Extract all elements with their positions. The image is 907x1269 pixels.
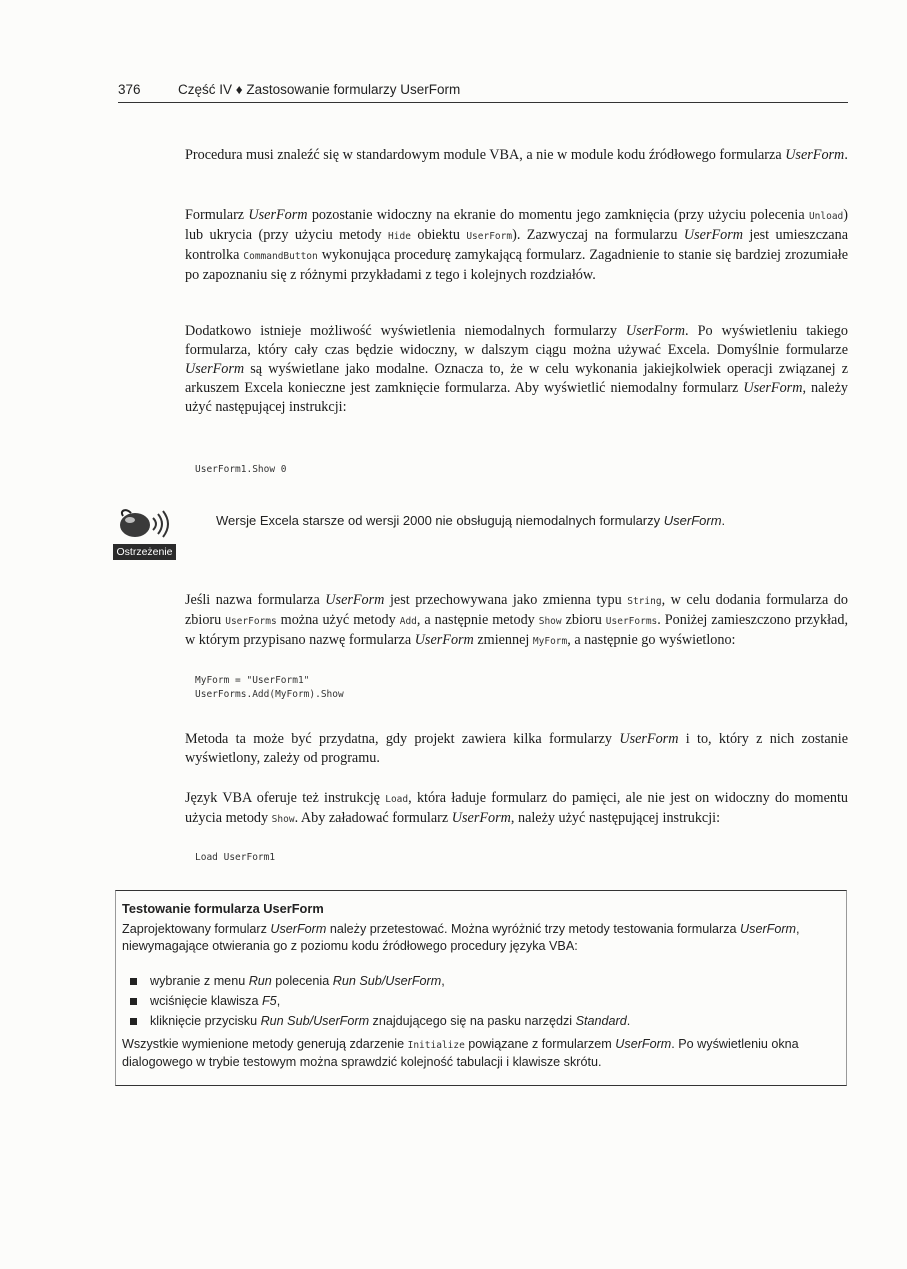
code-line: UserForms.Add(MyForm).Show bbox=[195, 689, 344, 700]
code-line: MyForm = "UserForm1" bbox=[195, 675, 310, 686]
paragraph-3: Dodatkowo istnieje możliwość wyświetlenia niemodalnych formularzy UserForm. Po wyświetleniu takiego formularza, który cały czas będzie widoczny, w dalszym ciągu można używać Excela. Domyślnie formularze UserForm są wyświetlane jako modalne. Oznacza to, że w celu wykonania jakiejkolwiek operacji związanej z arkuszem Excela konieczne jest zamknięcie formularza. Aby wyświetlić niemodalny formularz UserForm, należy użyć następującej instrukcji: bbox=[185, 323, 848, 415]
box-list bbox=[130, 973, 630, 1033]
box-intro: Zaprojektowany formularz UserForm należy przetestować. Można wyróżnić trzy metody testowania formularza UserForm, niewymagające otwierania go z poziomu kodu źródłowego procedury języka VBA: bbox=[122, 922, 800, 953]
list-item: wybranie z menu Run polecenia Run Sub/UserForm, bbox=[130, 973, 630, 993]
code-example-add bbox=[195, 674, 344, 702]
paragraph-1: Procedura musi znaleźć się w standardowym module VBA, a nie w module kodu źródłowego formularza UserForm. bbox=[185, 147, 848, 163]
box-outro: Wszystkie wymienione metody generują zdarzenie Initialize powiązane z formularzem UserForm. Po wyświetleniu okna dialogowego w trybie testowym można sprawdzić kolejność tabulacji i klawisze skrótu. bbox=[122, 1037, 799, 1069]
bullet-square-icon bbox=[130, 978, 137, 985]
paragraph-6: Język VBA oferuje też instrukcję Load, która ładuje formularz do pamięci, ale nie jest on widoczny do momentu użycia metody Show. Aby załadować formularz UserForm, należy użyć następującej instrukcji: bbox=[185, 790, 848, 826]
list-item: kliknięcie przycisku Run Sub/UserForm znajdującego się na pasku narzędzi Standard. bbox=[130, 1013, 630, 1033]
code-example-show: UserForm1.Show 0 bbox=[195, 464, 287, 475]
sidebar-box bbox=[115, 890, 847, 1086]
running-title: Część IV ♦ Zastosowanie formularzy UserForm bbox=[178, 82, 461, 97]
paragraph-5: Metoda ta może być przydatna, gdy projekt zawiera kilka formularzy UserForm i to, który z nich zostanie wyświetlony, zależy od programu. bbox=[185, 731, 848, 766]
page-number: 376 bbox=[118, 82, 141, 97]
paragraph-2: Formularz UserForm pozostanie widoczny na ekranie do momentu jego zamknięcia (przy użyciu polecenia Unload) lub ukrycia (przy użyciu metody Hide obiektu UserForm). Zazwyczaj na formularzu UserForm jest umieszczana kontrolka CommandButton wykonująca procedurę zamykającą formularz. Zagadnienie to stanie się bardziej zrozumiałe po zapoznaniu się z różnymi przykładami z tego i kolejnych rozdziałów. bbox=[185, 207, 849, 283]
paragraph-4: Jeśli nazwa formularza UserForm jest przechowywana jako zmienna typu String, w celu dodania formularza do zbioru UserForms można użyć metody Add, a następnie metody Show zbioru UserForms. Poniżej zamieszczono przykład, w którym przypisano nazwę formularza UserForm zmiennej MyForm, a następnie go wyświetlono: bbox=[185, 592, 848, 648]
bullet-square-icon bbox=[130, 998, 137, 1005]
code-example-load: Load UserForm1 bbox=[195, 852, 276, 863]
bullet-square-icon bbox=[130, 1018, 137, 1025]
page-header bbox=[118, 80, 848, 103]
box-title: Testowanie formularza UserForm bbox=[122, 901, 324, 916]
list-item: wciśnięcie klawisza F5, bbox=[130, 993, 630, 1013]
warning-text: Wersje Excela starsze od wersji 2000 nie obsługują niemodalnych formularzy UserForm. bbox=[216, 513, 726, 528]
warning-badge: Ostrzeżenie bbox=[113, 544, 176, 560]
